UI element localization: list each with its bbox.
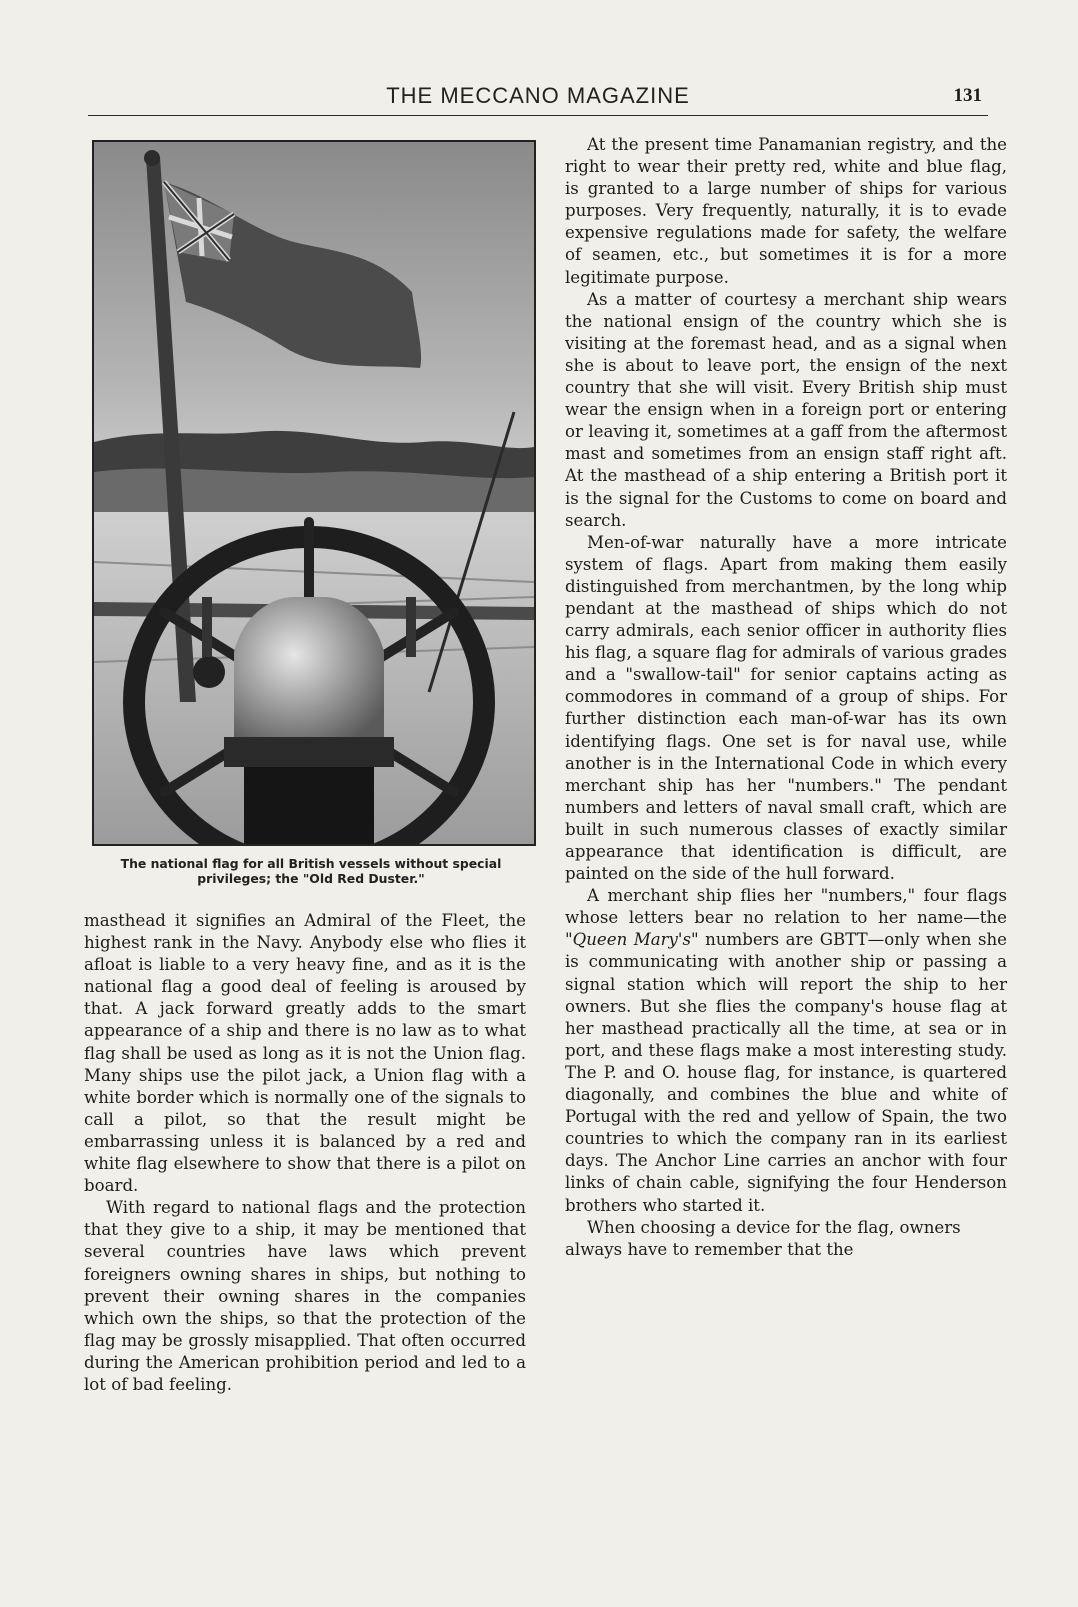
paragraph: At the present time Panamanian registry, and the right to wear their pretty red, white and blue flag, is granted to a large number of ships for various purposes. Very frequently, naturally, it is to evade expensive regulations made for safety, the welfare of seamen, etc., but sometimes it is for a more legitimate purpose. <box>565 135 1007 287</box>
ship-name-italic: "Queen Mary's" <box>565 930 699 950</box>
page-header <box>88 83 988 116</box>
caption-line: The national flag for all British vessels without special <box>120 856 502 871</box>
paragraph: Men-of-war naturally have a more intricate system of flags. Apart from making them easily distinguished from merchantmen, by the long whip pendant at the masthead of ships which do not carry admirals, each senior officer in authority flies his flag, a square flag for admirals of various grades and a "swallow-tail" for senior captains acting as commodores in command of a group of ships. For further distinction each man-of-war has its own identifying flags. One set is for naval use, while another is in the International Code in which every merchant ship has her "numbers." The pendant numbers and letters of naval small craft, which are built in such numerous classes of exactly similar appearance that identification is difficult, are painted on the side of the hull forward. <box>565 532 1007 884</box>
paragraph: As a matter of courtesy a merchant ship wears the national ensign of the country which she is visiting at the foremast head, and as a signal when she is about to leave port, the ensign of the next country that she will visit. Every British ship must wear the ensign when in a foreign port or entering or leaving it, sometimes at a gaff from the aftermost mast and sometimes from an ensign staff right aft. At the masthead of a ship entering a British port it is the signal for the Customs to come on board and search. <box>565 289 1007 530</box>
right-column <box>565 134 1007 1261</box>
paragraph: When choosing a device for the flag, owners always have to remember that the <box>565 1217 961 1259</box>
page-number: 131 <box>953 85 982 106</box>
photo-caption <box>80 856 542 886</box>
text-run: numbers are GBTT—only when she is communicating with another ship or passing a signal station which will report the ship to her owners. But she flies the company's house flag at her masthead practically all the time, at sea or in port, and these flags make a most interesting study. The P. and O. house flag, for instance, is quartered diagonally, and combines the blue and white of Portugal with the red and yellow of Spain, the two countries to which the company ran in its earliest days. The Anchor Line carries an anchor with four links of chain cable, signifying the four Henderson brothers who started it. <box>565 930 1007 1215</box>
caption-line: privileges; the "Old Red Duster." <box>197 871 425 886</box>
flag-photo <box>92 140 536 846</box>
paragraph <box>565 885 1007 1216</box>
paragraph: masthead it signifies an Admiral of the Fleet, the highest rank in the Navy. Anybody else who flies it afloat is liable to a very heavy fine, and as it is the national flag a good deal of feeling is aroused by that. A jack forward greatly adds to the smart appearance of a ship and there is no law as to what flag shall be used as long as it is not the Union flag. Many ships use the pilot jack, a Union flag with a white border which is normally one of the signals to call a pilot, so that the result might be embarrassing unless it is balanced by a red and white flag elsewhere to show that there is a pilot on board. <box>84 911 526 1196</box>
magazine-title: THE MECCANO MAGAZINE <box>386 83 690 108</box>
paragraph: With regard to national flags and the protection that they give to a ship, it may be mentioned that several countries have laws which prevent foreigners owning shares in ships, but nothing to prevent their owning shares in the companies which own the ships, so that the protection of the flag may be grossly misapplied. That often occurred during the American prohibition period and led to a lot of bad feeling. <box>84 1198 526 1394</box>
text-run: A merchant ship flies her "numbers," four flags whose letters bear no relation to her name—the <box>565 886 1007 928</box>
left-column <box>84 910 526 1396</box>
